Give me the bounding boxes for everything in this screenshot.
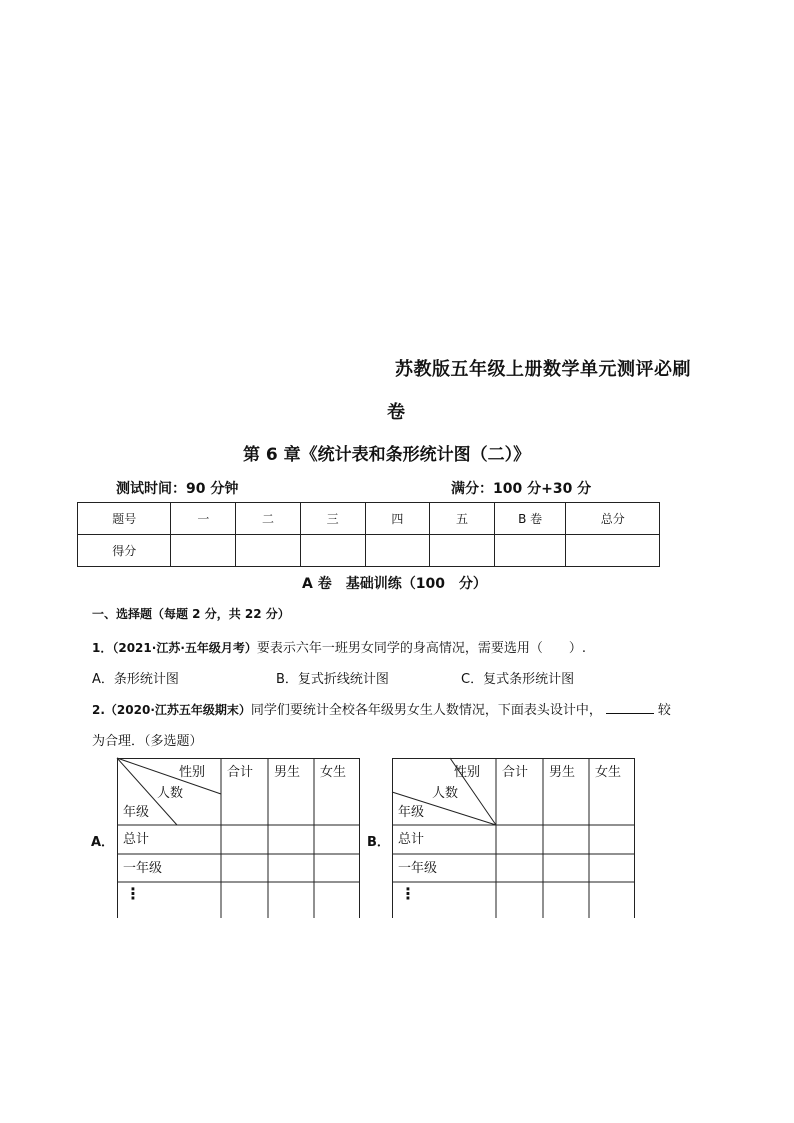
score-entry-cell[interactable] [236, 535, 301, 567]
col-header: 男生 [549, 765, 576, 780]
col-header: 女生 [320, 765, 347, 780]
score-header-cell: 题号 [78, 503, 171, 535]
section-a-heading: A 卷 基础训练（100 分） [302, 576, 487, 592]
chapter-title: 第 6 章《统计表和条形统计图（二）》 [243, 445, 531, 465]
row-label: 总计 [398, 832, 425, 847]
col-header: 合计 [502, 765, 529, 780]
doc-title-line1: 苏教版五年级上册数学单元测评必刷 [395, 359, 691, 380]
score-entry-cell[interactable] [365, 535, 430, 567]
option-b-letter[interactable]: B． [367, 835, 390, 850]
part-one-heading: 一、选择题（每题 2 分，共 22 分） [92, 607, 290, 621]
col-header: 男生 [274, 765, 301, 780]
test-time: 测试时间：90 分钟 [116, 481, 239, 497]
score-table-score-row [78, 535, 660, 567]
option-a-table[interactable] [117, 758, 360, 918]
question-text: 要表示六年一班男女同学的身高情况，需要选用（ ）. [256, 641, 587, 656]
score-header-cell: B 卷 [494, 503, 566, 535]
question-number: 1． [92, 641, 113, 655]
score-entry-cell[interactable] [566, 535, 660, 567]
option-b-table-grid [392, 758, 635, 918]
score-entry-cell[interactable] [494, 535, 566, 567]
score-row-label: 得分 [78, 535, 171, 567]
option-a-table-grid [117, 758, 360, 918]
score-header-cell: 二 [236, 503, 301, 535]
col-header: 女生 [595, 765, 622, 780]
score-entry-cell[interactable] [430, 535, 495, 567]
q1-option-b[interactable]: B．复式折线统计图 [276, 672, 389, 687]
score-header-cell: 一 [171, 503, 236, 535]
question-text-end: 较 [657, 703, 671, 718]
question-number: 2. [92, 703, 105, 717]
row-label-ellipsis: ⋮ [400, 884, 416, 903]
col-header: 合计 [227, 765, 254, 780]
score-table-header-row [78, 503, 660, 535]
diag-label-grade: 年级 [123, 805, 150, 820]
question-1 [92, 637, 586, 656]
answer-blank[interactable] [606, 701, 654, 714]
option-a-letter[interactable]: A． [91, 835, 115, 850]
diag-label-count: 人数 [157, 786, 184, 801]
score-table [77, 502, 660, 567]
diag-label-grade: 年级 [398, 805, 425, 820]
diag-label-count: 人数 [432, 786, 459, 801]
score-entry-cell[interactable] [171, 535, 236, 567]
score-header-cell: 四 [365, 503, 430, 535]
doc-title-line2: 卷 [387, 402, 405, 423]
score-header-cell: 五 [430, 503, 495, 535]
full-score: 满分：100 分+30 分 [451, 481, 592, 497]
diag-label-gender: 性别 [179, 765, 206, 780]
score-header-cell: 三 [300, 503, 365, 535]
question-source: （2020·江苏五年级期末） [104, 703, 251, 717]
score-entry-cell[interactable] [300, 535, 365, 567]
question-2 [92, 699, 671, 718]
q1-option-a[interactable]: A．条形统计图 [92, 672, 179, 687]
diag-label-gender: 性别 [454, 765, 481, 780]
row-label: 一年级 [398, 861, 438, 876]
score-header-cell: 总分 [566, 503, 660, 535]
q1-option-c[interactable]: C．复式条形统计图 [461, 672, 575, 687]
question-source: （2021·江苏·五年级月考） [112, 641, 257, 655]
question-text: 同学们要统计全校各年级男女生人数情况，下面表头设计中， [250, 703, 602, 718]
row-label: 一年级 [123, 861, 163, 876]
row-label-ellipsis: ⋮ [125, 884, 141, 903]
question-2-line2: 为合理．（多选题） [92, 734, 203, 749]
row-label: 总计 [123, 832, 150, 847]
option-b-table[interactable] [392, 758, 635, 918]
